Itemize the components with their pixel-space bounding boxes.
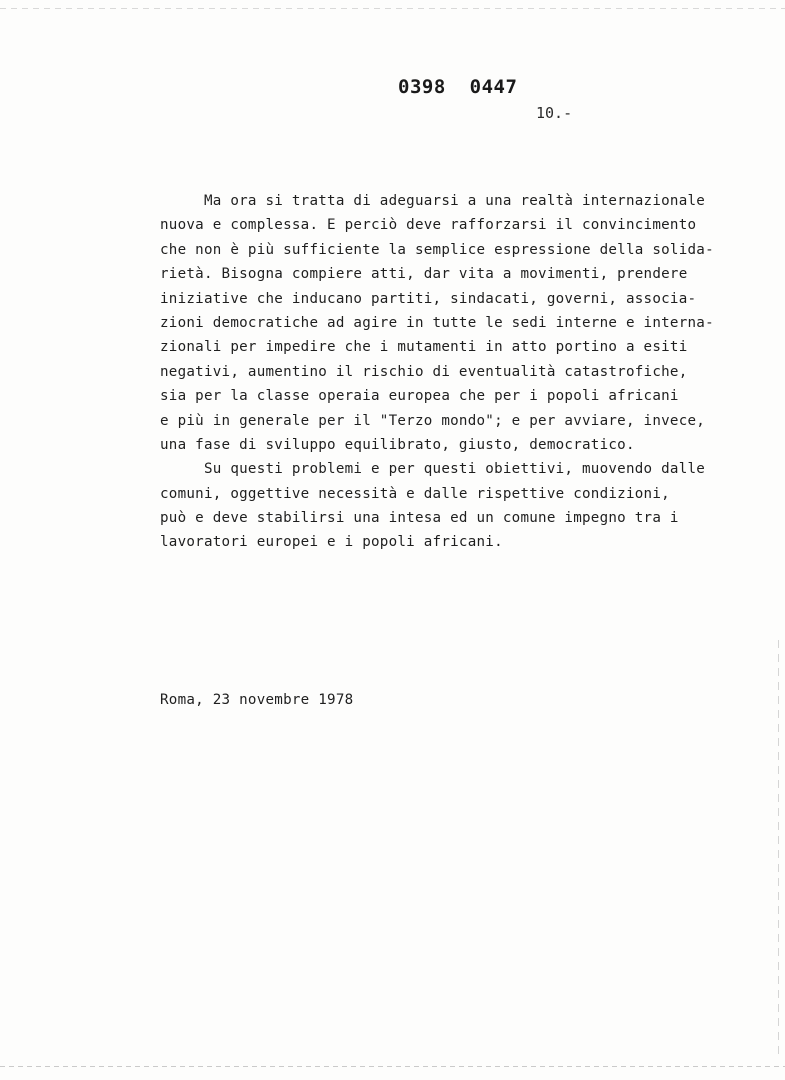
text-line: nuova e complessa. E perciò deve rafforzarsi il convincimento (160, 217, 697, 234)
text-line: comuni, oggettive necessità e dalle rispettive condizioni, (160, 485, 670, 502)
text-line: lavoratori europei e i popoli africani. (160, 534, 503, 551)
body-text (160, 189, 770, 555)
text-line: Su questi problemi e per questi obiettivi, muovendo dalle (160, 461, 706, 478)
archive-stamp-number: 0398 0447 (398, 76, 518, 98)
text-line: rietà. Bisogna compiere atti, dar vita a movimenti, prendere (160, 266, 688, 283)
text-line: negativi, aumentino il rischio di eventualità catastrofiche, (160, 363, 688, 380)
text-line: zioni democratiche ad agire in tutte le sedi interne e interna- (160, 314, 714, 331)
text-line: sia per la classe operaia europea che per i popoli africani (160, 388, 679, 405)
text-line: Ma ora si tratta di adeguarsi a una realtà internazionale (160, 193, 706, 209)
text-line: zionali per impedire che i mutamenti in atto portino a esiti (160, 339, 688, 356)
scan-edge-right (778, 640, 779, 1060)
scan-edge-bottom (0, 1066, 785, 1067)
text-line: iniziative che inducano partiti, sindacati, governi, associa- (160, 290, 697, 307)
text-line: che non è più sufficiente la semplice espressione della solida- (160, 241, 714, 258)
place-and-date: Roma, 23 novembre 1978 (160, 692, 354, 708)
text-line: una fase di sviluppo equilibrato, giusto, democratico. (160, 436, 635, 453)
text-line: può e deve stabilirsi una intesa ed un comune impegno tra i (160, 510, 679, 527)
page-number: 10.- (536, 104, 573, 122)
scan-edge-top (0, 8, 785, 9)
text-line: e più in generale per il "Terzo mondo"; e per avviare, invece, (160, 412, 706, 429)
